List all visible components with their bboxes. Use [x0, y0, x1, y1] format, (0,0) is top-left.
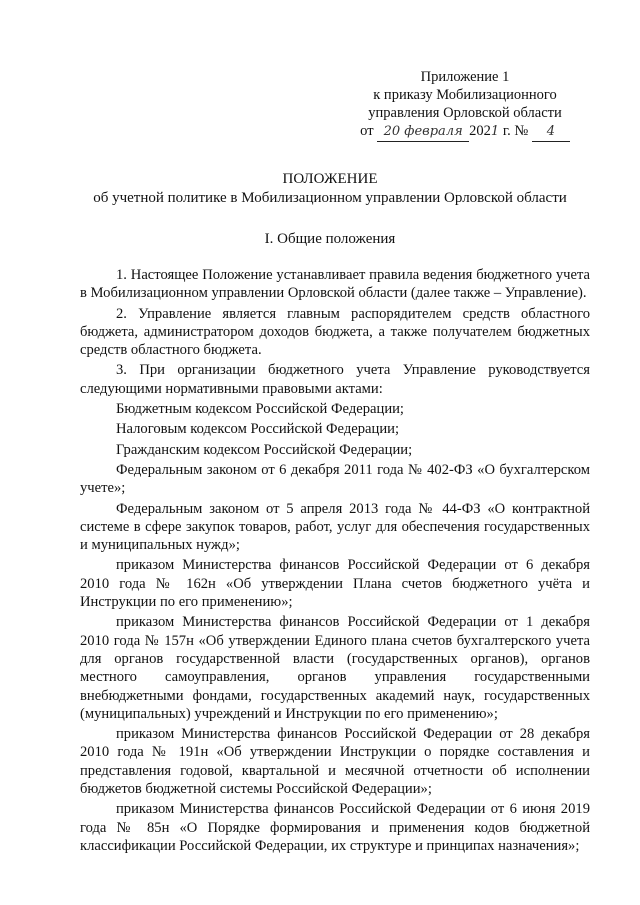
- handwritten-year: 1: [490, 124, 500, 139]
- act-order-85n: приказом Министерства финансов Российской Федерации от 6 июня 2019 года № 85н «О Порядке формирования и применения кодов бюджетной классификации Российской Федерации, их структуре и принципах назначения»;: [80, 801, 590, 854]
- title-heading: ПОЛОЖЕНИЕ: [282, 171, 378, 187]
- number-field: [532, 122, 570, 142]
- paragraph-1: 1. Настоящее Положение устанавливает правила ведения бюджетного учета в Мобилизационном управлении Орловской области (далее также – Управление).: [80, 267, 590, 302]
- act-law-44: Федеральным законом от 5 апреля 2013 года № 44-ФЗ «О контрактной системе в сфере закупок товаров, работ, услуг для обеспечения государственных и муниципальных нужд»;: [80, 500, 590, 554]
- act-budget-code: Бюджетным кодексом Российской Федерации;: [116, 401, 404, 418]
- act-order-191n: приказом Министерства финансов Российской Федерации от 28 декабря 2010 года № 191н «Об утверждении Инструкции о порядке составления и представления годовой, квартальной и месячной отчетности об исполнении бюджетов бюджетной системы Российской Федерации»;: [80, 726, 590, 798]
- handwritten-number: 4: [546, 124, 555, 139]
- act-law-402: Федеральным законом от 6 декабря 2011 года № 402-ФЗ «О бухгалтерском учете»;: [80, 461, 590, 497]
- appendix-order-ref: к приказу Мобилизационного: [373, 87, 557, 103]
- act-order-162n: приказом Министерства финансов Российской Федерации от 6 декабря 2010 года № 162н «Об утверждении Плана счетов бюджетного учёта и Инструкции по его применению»;: [80, 557, 590, 611]
- title-subheading: об учетной политике в Мобилизационном управлении Орловской области: [93, 190, 567, 206]
- act-tax-code: Налоговым кодексом Российской Федерации;: [116, 421, 400, 438]
- date-prefix: от: [360, 123, 374, 139]
- act-order-157n: приказом Министерства финансов Российской Федерации от 1 декабря 2010 года № 157н «Об утверждении Единого плана счетов бухгалтерского учета для органов государственной власти (государственных органов), органов местного самоуправления, органов управления государственными внебюджетными фондами, государственных академий наук, государственных (муниципальных) учреждений и Инструкции по его применению»;: [80, 614, 590, 722]
- document-title: [60, 170, 600, 208]
- handwritten-date: 20 февраля: [383, 124, 463, 139]
- appendix-block: [350, 68, 580, 142]
- act-civil-code: Гражданским кодексом Российской Федерации;: [116, 441, 413, 458]
- document-body: [80, 266, 590, 857]
- date-field: [377, 122, 469, 142]
- year-prefix: 202: [469, 123, 491, 139]
- paragraph-3: 3. При организации бюджетного учета Управление руководствуется следующими нормативными правовыми актами:: [80, 362, 590, 397]
- year-suffix: г. №: [502, 123, 529, 139]
- paragraph-2: 2. Управление является главным распорядителем средств областного бюджета, администратором доходов бюджета, а также получателем бюджетных средств областного бюджета.: [80, 305, 590, 359]
- appendix-date-line: [350, 122, 580, 142]
- appendix-authority: управления Орловской области: [368, 105, 562, 121]
- section-title: I. Общие положения: [264, 231, 396, 247]
- appendix-title: Приложение 1: [420, 69, 510, 85]
